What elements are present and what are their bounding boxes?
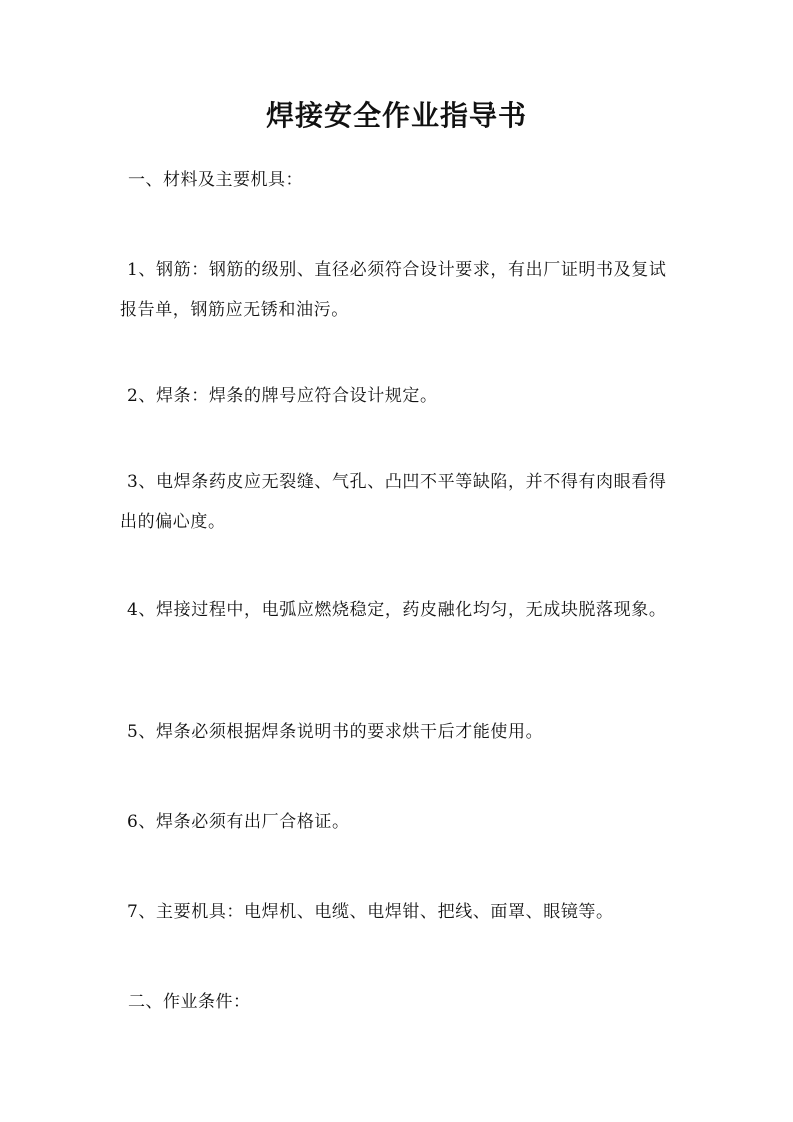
list-item: 7、主要机具：电焊机、电缆、电焊钳、把线、面罩、眼镜等。 <box>127 902 614 922</box>
list-item: 3、电焊条药皮应无裂缝、气孔、凸凹不平等缺陷，并不得有肉眼看得出的偏心度。 <box>120 472 667 532</box>
list-item: 2、焊条：焊条的牌号应符合设计规定。 <box>127 386 438 406</box>
section-heading-materials: 一、材料及主要机具： <box>128 170 303 190</box>
list-item: 4、焊接过程中，电弧应燃烧稳定，药皮融化均匀，无成块脱落现象。 <box>127 600 667 620</box>
list-item: 5、焊条必须根据焊条说明书的要求烘干后才能使用。 <box>127 722 544 742</box>
section-heading-conditions: 二、作业条件： <box>128 992 251 1012</box>
list-item: 1、钢筋：钢筋的级别、直径必须符合设计要求，有出厂证明书及复试报告单，钢筋应无锈和油污。 <box>120 260 667 320</box>
list-item: 6、焊条必须有出厂合格证。 <box>127 812 350 832</box>
document-title: 焊接安全作业指导书 <box>265 99 527 132</box>
